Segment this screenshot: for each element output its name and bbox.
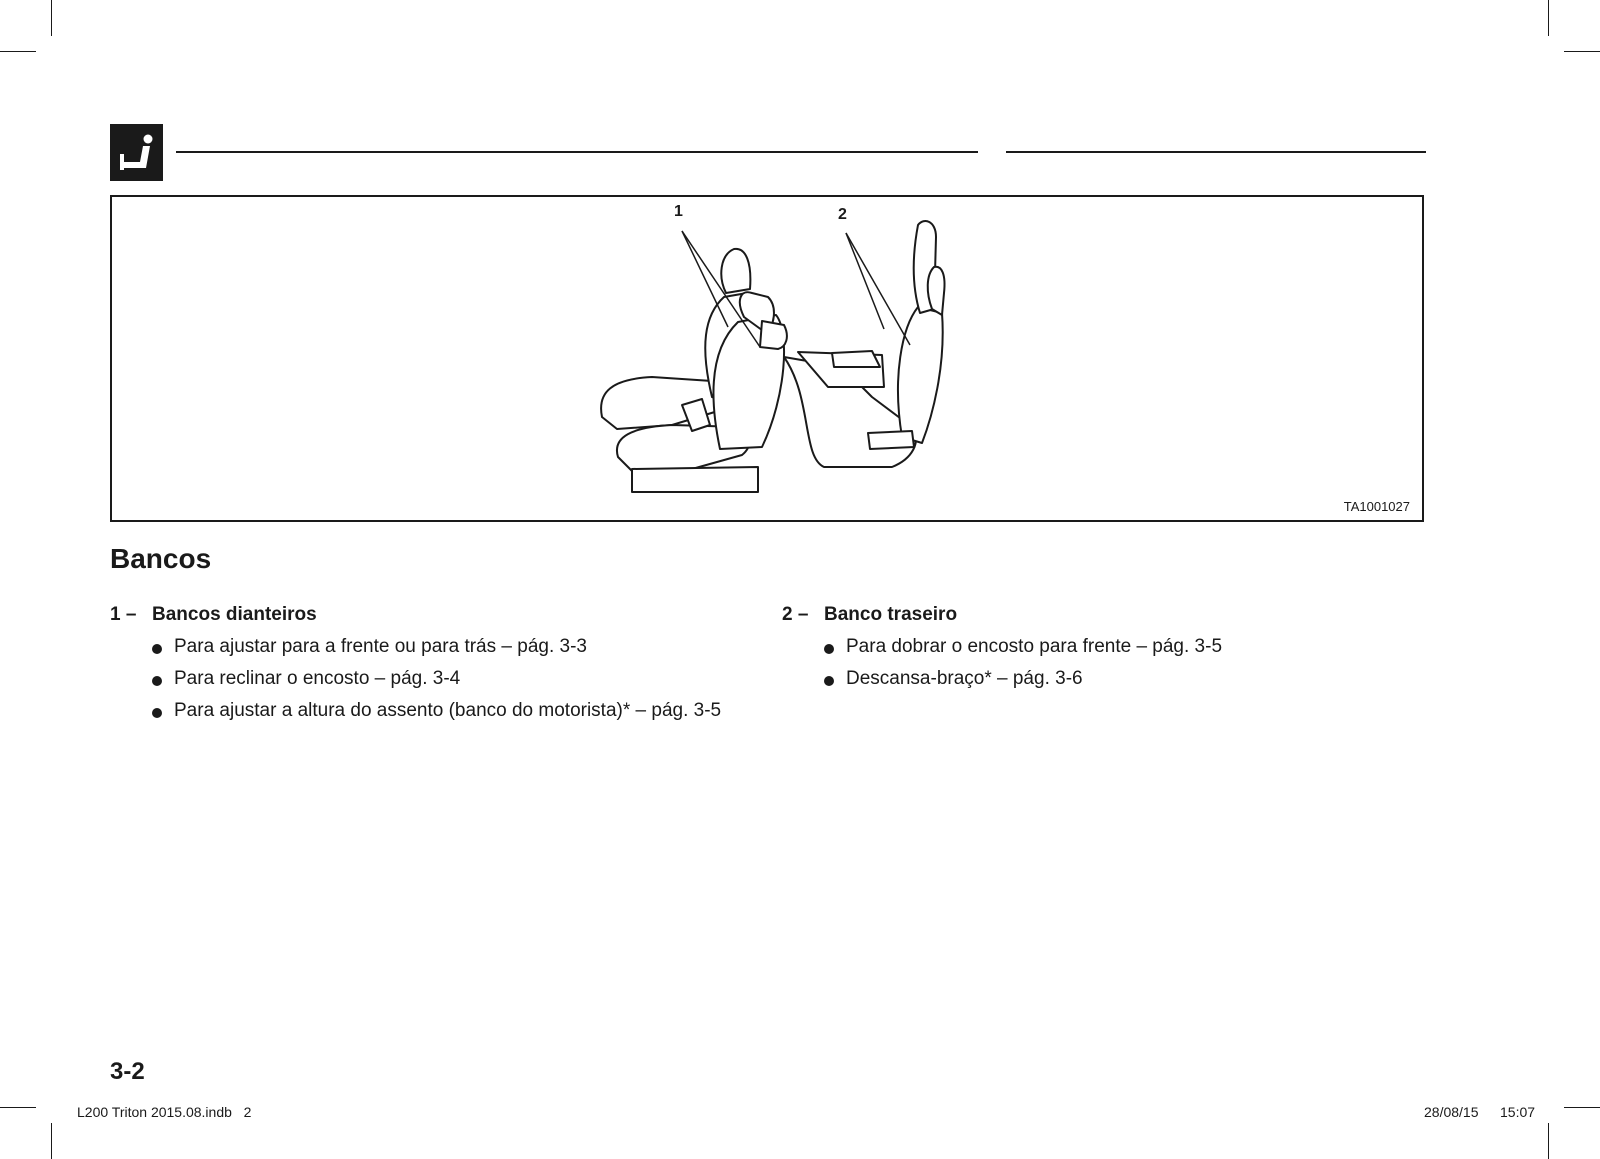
list-item: Para reclinar o encosto – pág. 3-4 <box>110 668 760 700</box>
footer-date: 28/08/15 <box>1424 1104 1479 1120</box>
item-title: Banco traseiro <box>824 604 958 625</box>
crop-mark <box>51 1123 52 1159</box>
list-item: Para ajustar a altura do assento (banco do motorista)* – pág. 3-5 <box>110 700 760 732</box>
footer-file: L200 Triton 2015.08.indb 2 <box>77 1104 252 1120</box>
callout-1: 1 <box>674 203 683 220</box>
crop-mark <box>1548 0 1549 36</box>
crop-mark <box>0 51 36 52</box>
seat-icon <box>110 124 163 181</box>
footer-time: 15:07 <box>1500 1104 1536 1120</box>
header-rule-left <box>176 151 978 153</box>
crop-mark <box>0 1107 36 1108</box>
header-rule-right <box>1006 151 1426 153</box>
item-title: Bancos dianteiros <box>152 604 317 625</box>
list-item: Para ajustar para a frente ou para trás – pág. 3-3 <box>110 636 760 668</box>
figure-code: TA1001027 <box>1343 499 1410 514</box>
crop-mark <box>1564 1107 1600 1108</box>
page-title: Bancos <box>110 543 212 574</box>
seat-illustration <box>110 195 1424 522</box>
list-item: Para dobrar o encosto para frente – pág. 3-5 <box>782 636 1432 668</box>
seats-drawing <box>112 197 1422 520</box>
page-number: 3-2 <box>110 1058 145 1085</box>
callout-2: 2 <box>838 206 847 223</box>
crop-mark <box>51 0 52 36</box>
item-heading <box>110 604 760 628</box>
item-number: 1 – <box>110 604 137 625</box>
item-front-seats <box>110 604 760 732</box>
item-heading <box>782 604 1432 628</box>
crop-mark <box>1564 51 1600 52</box>
item-number: 2 – <box>782 604 809 625</box>
bullet-list <box>110 636 760 732</box>
crop-mark <box>1548 1123 1549 1159</box>
bullet-list <box>782 636 1432 700</box>
list-item: Descansa-braço* – pág. 3-6 <box>782 668 1432 700</box>
item-rear-seat <box>782 604 1432 700</box>
